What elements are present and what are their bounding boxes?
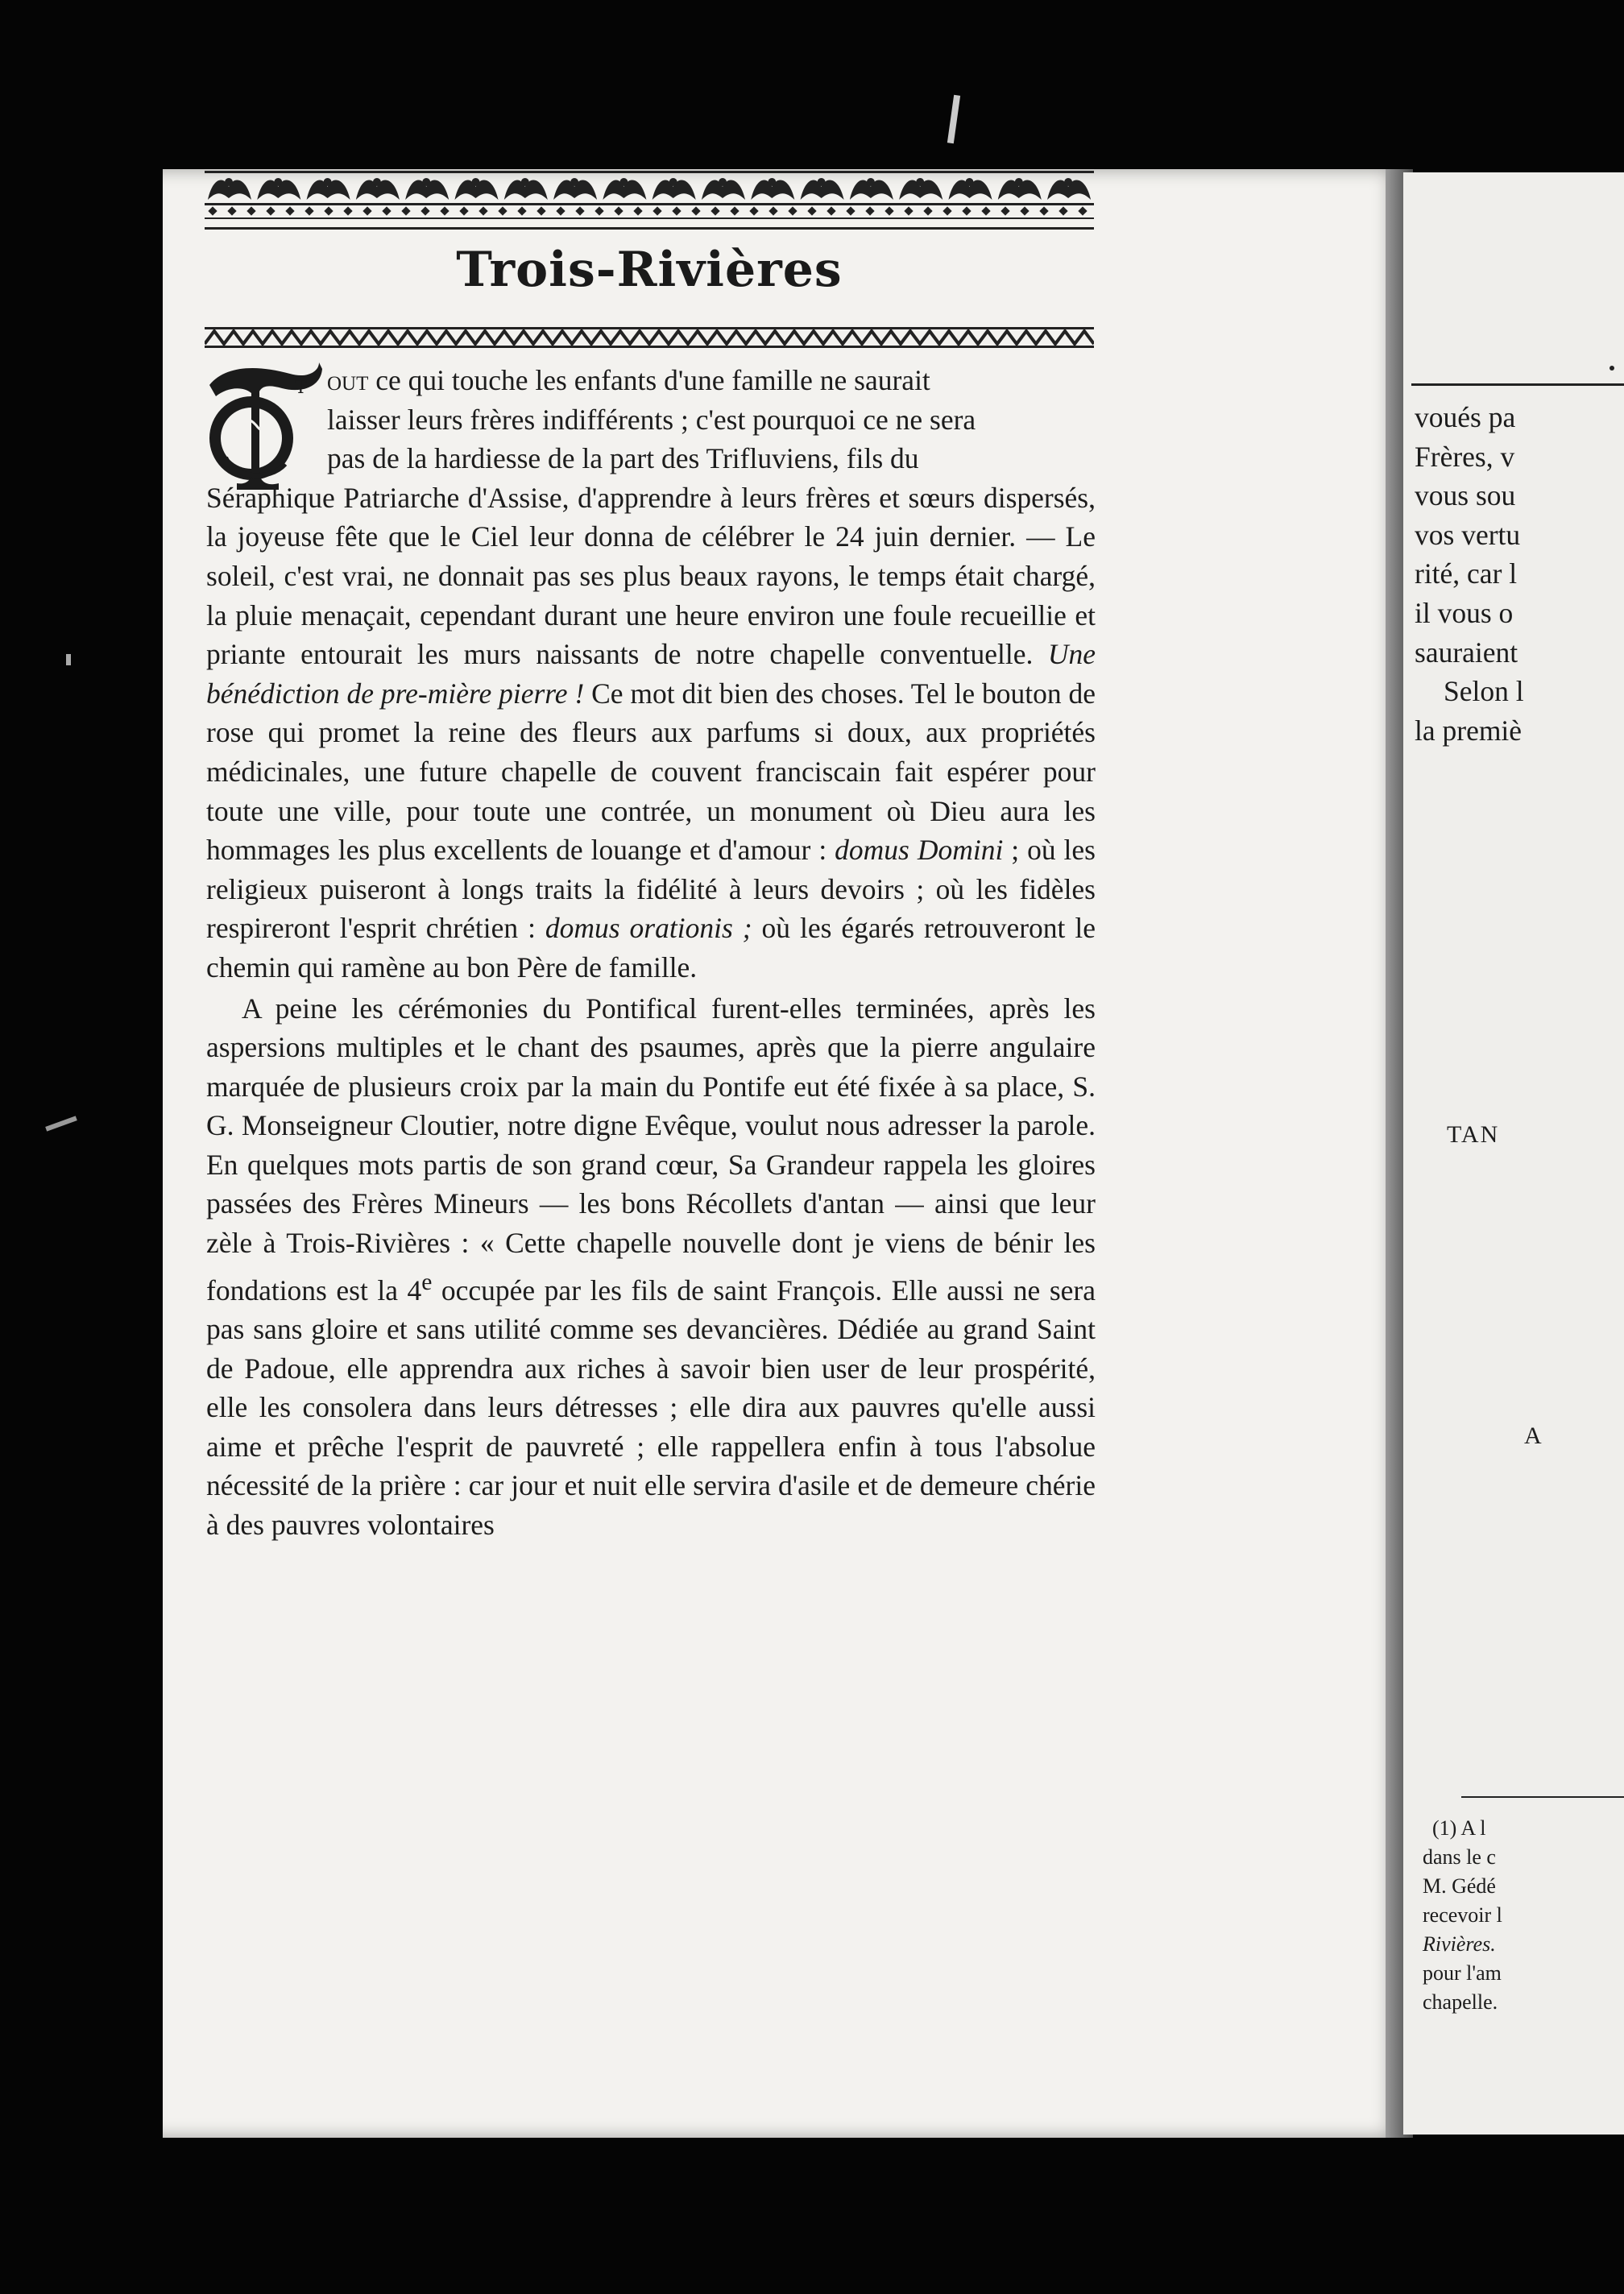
body-text: Ce mot dit bien des choses. Tel le bouton de rose qui promet la reine des fleurs aux parfums si doux, aux propriétés médicinales, une future chapelle de couvent franciscain fait espérer pour toute une ville, pour toute une contrée, un monument où Dieu aura les hommages les plus excellents de louange et d'amour :	[206, 677, 1096, 867]
footnote-rule	[1461, 1796, 1624, 1798]
text-line: ce qui touche les enfants d'une famille ne saurait	[368, 364, 930, 396]
paragraph	[206, 361, 1096, 988]
footnote	[1403, 1814, 1624, 2017]
frieze-bud	[768, 178, 776, 186]
body-text: A peine les cérémonies du Pontifical furent-elles terminées, après les aspersions multiples et le chant des psaumes, après que la pierre angulaire marquée de plusieurs croix par la main du Pontife eut été fixée à sa place, S. G. Monseigneur Cloutier, notre digne Evêque, voulut nous adresser la parole. En quelques mots partis de son grand cœur, Sa Grandeur rappela les gloires passées des Frères Mineurs — les bons Récollets d'antan — ainsi que leur zèle à Trois-Rivières : « Cette chapelle nouvelle dont je viens de bénir les fondations est la 4	[206, 992, 1096, 1306]
floral-frieze-ornament	[205, 168, 1094, 222]
frieze-lozenge	[1020, 206, 1029, 215]
frieze-bud	[324, 178, 332, 186]
frieze-lozenge	[324, 206, 333, 215]
frieze-bud	[719, 178, 727, 186]
frieze-bud	[966, 178, 974, 186]
frieze-lozenge	[730, 206, 739, 215]
frieze-lozenge	[846, 206, 855, 215]
frieze-lozenge	[246, 206, 255, 215]
frieze-lozenge	[440, 206, 449, 215]
text-line: vos vertu	[1415, 518, 1521, 551]
body-text: où les égarés retrouveront le chemin qui ramène au bon Père de famille.	[206, 912, 1096, 983]
footnote-line: pour l'am	[1423, 1961, 1502, 1985]
frieze-lozenge	[1058, 206, 1067, 215]
italic-text: domus orationis ;	[545, 912, 752, 945]
frieze-bud	[867, 178, 875, 186]
frieze-lozenge	[575, 206, 584, 215]
header-rule	[205, 227, 1094, 230]
text-fragment: A	[1524, 1422, 1542, 1449]
frieze-bud	[521, 178, 529, 186]
page-mark	[1610, 366, 1614, 371]
frieze-lozenge	[285, 206, 294, 215]
frieze-lozenge	[227, 206, 236, 215]
frieze-lozenge	[923, 206, 932, 215]
frieze-lozenge	[691, 206, 700, 215]
frieze-bud	[472, 178, 480, 186]
text-line: vous sou	[1415, 479, 1516, 512]
frieze-lozenge	[420, 206, 429, 215]
text-line: Selon l	[1444, 675, 1524, 708]
footnote-line: recevoir l	[1423, 1903, 1502, 1927]
frieze-lozenge	[768, 206, 777, 215]
frieze-bud	[570, 178, 578, 186]
frieze-bud	[225, 178, 233, 186]
frieze-bud	[274, 178, 282, 186]
dropcap-letter: T	[295, 378, 307, 398]
superscript: e	[421, 1269, 433, 1295]
frieze-lozenge	[962, 206, 971, 215]
zigzag-ornament	[205, 327, 1094, 348]
frieze-lozenge	[266, 206, 275, 215]
frieze-lozenge	[710, 206, 719, 215]
frieze-lozenge	[401, 206, 410, 215]
frieze-lozenge	[904, 206, 913, 215]
frieze-lozenge	[343, 206, 352, 215]
frieze-bud	[669, 178, 677, 186]
section-heading: TAN	[1447, 1121, 1500, 1148]
frieze-lozenge	[1039, 206, 1048, 215]
text-line: sauraient	[1415, 636, 1518, 669]
frieze-lozenge	[382, 206, 391, 215]
frieze-bud	[373, 178, 381, 186]
frieze-lozenge	[304, 206, 313, 215]
frieze-lozenge	[478, 206, 487, 215]
frieze-lozenge	[556, 206, 565, 215]
header-rule	[1411, 383, 1624, 386]
text-line: la premiè	[1415, 714, 1522, 747]
scan-mark	[947, 95, 960, 144]
frieze-lozenge	[749, 206, 758, 215]
frieze-bud	[916, 178, 924, 186]
frieze-bud	[422, 178, 430, 186]
frieze-lozenge	[614, 206, 623, 215]
footnote-line: dans le c	[1423, 1845, 1496, 1869]
text-line: pas de la hardiesse de la part des Trifluviens, fils du	[327, 442, 919, 475]
frieze-lozenge	[942, 206, 951, 215]
frieze-lozenge	[826, 206, 835, 215]
text-line: il vous o	[1415, 596, 1514, 629]
paragraph	[206, 989, 1096, 1545]
page-title: Trois-Rivières	[456, 242, 843, 298]
footnote-line: (1) A l	[1432, 1816, 1486, 1840]
frieze-lozenge	[788, 206, 797, 215]
frieze-lozenge	[517, 206, 526, 215]
text-line: voués pa	[1415, 401, 1516, 433]
frieze-lozenge	[498, 206, 507, 215]
body-text: ; où les religieux puiseront à longs traits la fidélité à leurs devoirs ; où les fidèles respireront l'esprit chrétien :	[206, 834, 1096, 945]
scan-mark	[66, 654, 71, 665]
footnote-line: chapelle.	[1423, 1990, 1498, 2014]
italic-text: domus Domini	[835, 834, 1004, 867]
footnote-line: Rivières.	[1423, 1932, 1496, 1956]
frieze-lozenge	[884, 206, 893, 215]
frieze-bud	[619, 178, 628, 186]
frieze-bud	[1015, 178, 1023, 186]
frieze-lozenge	[1000, 206, 1009, 215]
italic-text: Une bénédiction de pre-mière pierre !	[206, 638, 1096, 710]
right-page	[1403, 172, 1624, 2135]
text-line: Frères, v	[1415, 440, 1515, 473]
frieze-lozenge	[208, 206, 217, 215]
frieze-bud	[1064, 178, 1072, 186]
right-page-text	[1415, 398, 1624, 750]
frieze-lozenge	[981, 206, 990, 215]
frieze-lozenge	[1078, 206, 1087, 215]
frieze-lozenge	[633, 206, 642, 215]
zigzag-line	[205, 331, 1094, 344]
scan-mark	[45, 1116, 77, 1131]
footnote-line: M. Gédé	[1423, 1874, 1496, 1898]
frieze-lozenge	[652, 206, 661, 215]
frieze-lozenge	[807, 206, 816, 215]
frieze-lozenge	[536, 206, 545, 215]
text-line: laisser leurs frères indifférents ; c'est pourquoi ce ne sera	[327, 403, 976, 436]
smallcaps-opening: out	[327, 364, 369, 396]
body-text: Séraphique Patriarche d'Assise, d'apprendre à leurs frères et sœurs dispersés, la joyeuse fête que le Ciel leur donna de célébrer le 24 juin dernier. — Le soleil, c'est vrai, ne donnait pas ses plus beaux rayons, le temps était chargé, la pluie menaçait, cependant durant une heure environ une foule recueillie et priante entourait les murs naissants de notre chapelle conventuelle.	[206, 481, 1096, 671]
frieze-lozenge	[594, 206, 603, 215]
frieze-lozenge	[865, 206, 874, 215]
article-body	[206, 361, 1096, 1545]
body-text: occupée par les fils de saint François. Elle aussi ne sera pas sans gloire et sans utilité comme ses devancières. Dédiée au grand Saint de Padoue, elle apprendra aux riches à savoir bien user de leur prospérité, elle les consolera dans leurs détresses ; elle dira aux pauvres qu'elle aussi aime et prêche l'esprit de pauvreté ; elle rappellera enfin à tous l'absolue nécessité de la prière : car jour et nuit elle servira d'asile et de demeure chérie à des pauvres volontaires	[206, 1273, 1096, 1542]
text-line: rité, car l	[1415, 557, 1518, 590]
frieze-lozenge	[672, 206, 681, 215]
frieze-lozenge	[459, 206, 468, 215]
frieze-lozenge	[362, 206, 371, 215]
frieze-bud	[818, 178, 826, 186]
